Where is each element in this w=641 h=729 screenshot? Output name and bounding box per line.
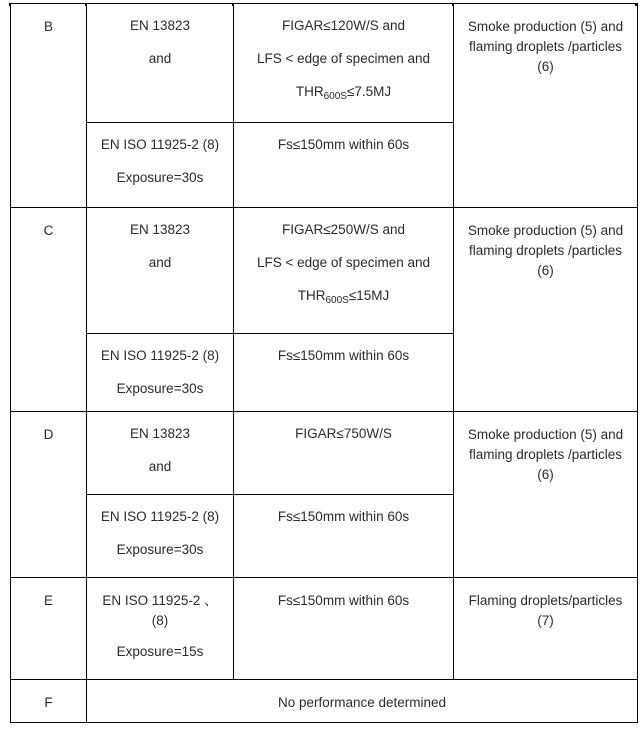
method-line: EN ISO 11925-2 (8) [100,509,220,524]
statement-cell-f: No performance determined [87,680,638,723]
additional-line: (6) [537,59,554,74]
thr-label: THR [295,84,324,99]
criteria-cell-e [234,578,454,680]
criteria-line: Fs≤150mm within 60s [277,348,410,363]
thr-subscript: 600S [323,91,347,102]
method-cell-b-sbi [87,4,234,123]
document-page [0,3,641,729]
additional-line: flaming droplets /particles [468,243,623,258]
additional-cell-b [454,4,638,208]
additional-cell-d [454,412,638,578]
method-cell-c-ignitability [87,334,234,412]
criteria-cell-b-ignitability [234,123,454,208]
class-cell-c: C [11,208,87,412]
method-line: EN ISO 11925-2 (8) [100,348,220,363]
thr-subscript: 600S [325,295,349,306]
method-cell-b-ignitability [87,123,234,208]
method-cell-e [87,578,234,680]
table-crop-stub [85,3,87,6]
thr-limit: ≤7.5MJ [346,84,392,99]
criteria-line: FIGAR≤750W/S [295,426,392,441]
method-line: EN ISO 11925-2 、 [102,593,218,608]
method-line: Exposure=30s [116,170,204,185]
additional-line: flaming droplets /particles [468,447,623,462]
criteria-cell-d-sbi [234,412,454,495]
method-line: Exposure=15s [116,644,204,659]
method-line: and [148,51,172,66]
additional-line: Flaming droplets/particles [468,593,623,608]
additional-line: (7) [537,613,554,628]
table-row-d-1 [11,412,638,495]
criteria-cell-c-sbi [234,208,454,334]
method-line: (8) [151,613,169,628]
method-cell-c-sbi [87,208,234,334]
table-row-c-1 [11,208,638,334]
criteria-line-thr [234,75,453,113]
class-cell-d: D [11,412,87,578]
additional-line: flaming droplets /particles [468,39,623,54]
table-crop-stub [232,3,234,6]
table-crop-stub [452,3,454,6]
class-cell-e: E [11,578,87,680]
criteria-line: FIGAR≤250W/S and [282,222,405,237]
additional-line: (6) [537,467,554,482]
fire-classification-table [10,3,638,723]
method-line: Exposure=30s [116,381,204,396]
method-cell-d-ignitability [87,495,234,578]
criteria-cell-d-ignitability [234,495,454,578]
method-line: EN 13823 [129,426,191,441]
additional-line: Smoke production (5) and [467,427,624,442]
method-line: EN 13823 [129,222,191,237]
table-row-b-1 [11,4,638,123]
thr-label: THR [297,288,326,303]
thr-limit: ≤15MJ [348,288,390,303]
method-line: Exposure=30s [116,542,204,557]
criteria-line: Fs≤150mm within 60s [277,137,410,152]
criteria-line: LFS < edge of specimen and [257,51,430,66]
table-crop-stub [635,3,637,6]
criteria-cell-b-sbi [234,4,454,123]
method-line: EN 13823 [129,18,191,33]
class-cell-f: F [11,680,87,723]
criteria-cell-c-ignitability [234,334,454,412]
additional-line: (6) [537,263,554,278]
method-line: EN ISO 11925-2 (8) [100,137,220,152]
criteria-line-thr [234,279,453,317]
table-crop-stub [9,3,11,6]
table-row-f [11,680,638,723]
method-cell-d-sbi [87,412,234,495]
criteria-line: Fs≤150mm within 60s [277,593,410,608]
criteria-line: FIGAR≤120W/S and [282,18,405,33]
method-line: and [148,459,172,474]
additional-line: Smoke production (5) and [467,223,624,238]
table-row-e [11,578,638,680]
criteria-line: Fs≤150mm within 60s [277,509,410,524]
additional-line: Smoke production (5) and [467,19,624,34]
class-cell-b: B [11,4,87,208]
method-line: and [148,255,172,270]
additional-cell-e [454,578,638,680]
additional-cell-c [454,208,638,412]
criteria-line: LFS < edge of specimen and [257,255,430,270]
